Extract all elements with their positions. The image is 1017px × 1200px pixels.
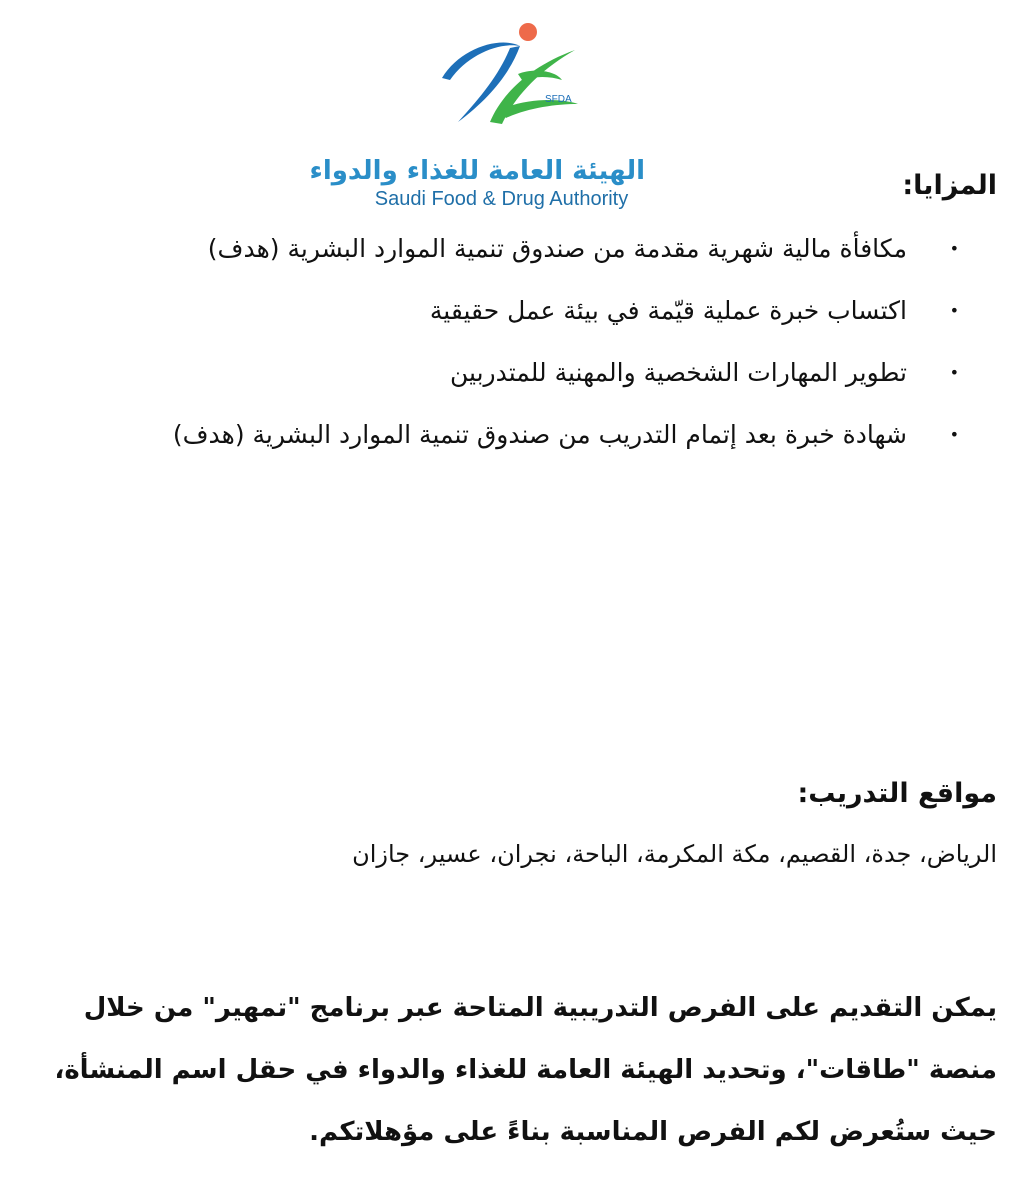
benefit-text: اكتساب خبرة عملية قيّمة في بيئة عمل حقيقية (429, 296, 907, 325)
locations-text: الرياض، جدة، القصيم، مكة المكرمة، الباحة، نجران، عسير، جازان (352, 840, 997, 868)
bullet-icon: • (949, 239, 959, 258)
benefits-heading: المزايا: (902, 170, 997, 201)
benefit-text: مكافأة مالية شهرية مقدمة من صندوق تنمية الموارد البشرية (هدف) (207, 234, 907, 263)
locations-heading: مواقع التدريب: (797, 778, 997, 809)
list-item (37, 408, 997, 462)
benefits-list (37, 222, 997, 470)
logo-arabic-name: الهيئة العامة للغذاء والدواء (309, 156, 645, 186)
benefit-text: تطوير المهارات الشخصية والمهنية للمتدربين (450, 358, 907, 387)
logo-english-name: Saudi Food & Drug Authority (374, 188, 629, 210)
list-item (37, 284, 997, 338)
sfda-abbrev: SFDA (545, 94, 572, 105)
benefit-text: شهادة خبرة بعد إتمام التدريب من صندوق تنمية الموارد البشرية (هدف) (172, 420, 907, 449)
sfda-logo (309, 18, 650, 210)
list-item (37, 222, 997, 276)
apply-paragraph: يمكن التقديم على الفرص التدريبية المتاحة عبر برنامج "تمهير" من خلال منصة "طاقات"، وتحديد الهيئة العامة للغذاء والدواء في حقل اسم المنشأة، حيث ستُعرض لكم الفرص المناسبة بناءً على مؤهلاتكم. (54, 993, 997, 1147)
bullet-icon: • (949, 425, 959, 444)
list-item (37, 346, 997, 400)
bullet-icon: • (949, 363, 959, 382)
sfda-emblem-icon (350, 18, 650, 158)
bullet-icon: • (949, 301, 959, 320)
